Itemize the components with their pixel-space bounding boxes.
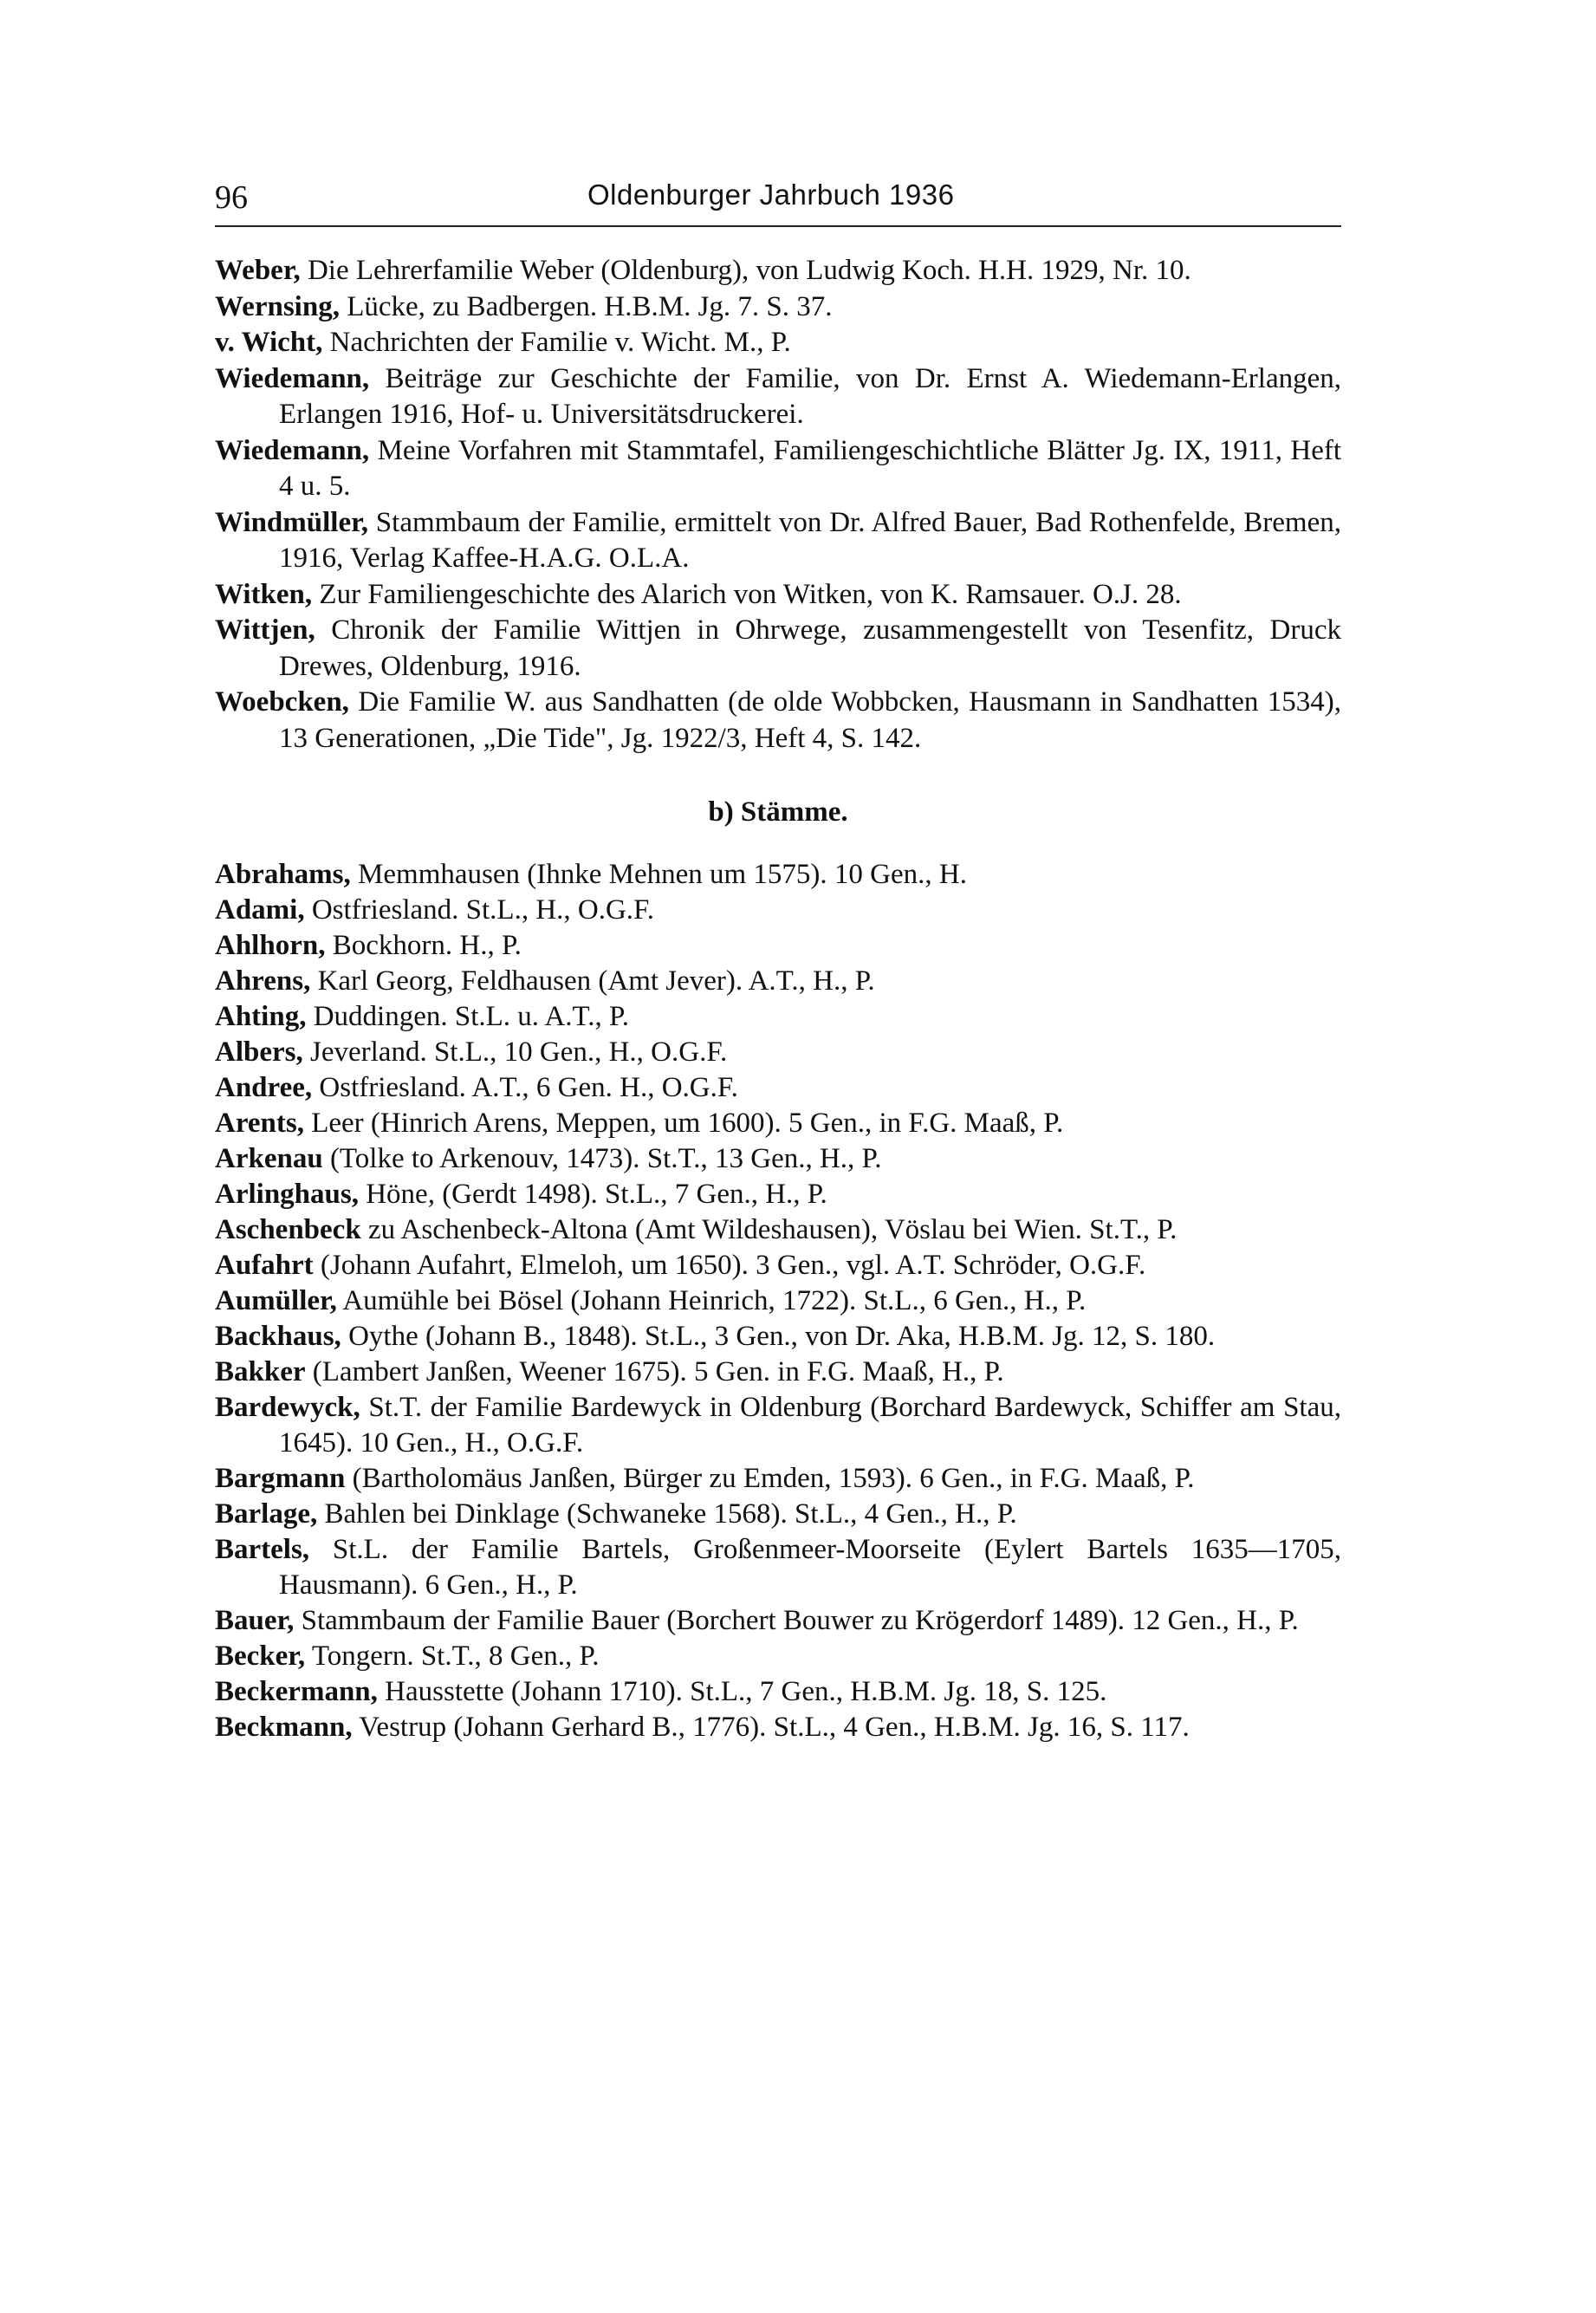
bibliography-entry: [215, 1035, 1341, 1070]
bibliography-entry: [215, 928, 1341, 964]
bibliography-entry: [215, 685, 1341, 757]
entry-text: Oythe (Johann B., 1848). St.L., 3 Gen., von Dr. Aka, H.B.M. Jg. 12, S. 180.: [341, 1320, 1216, 1352]
entry-text: Karl Georg, Feldhausen (Amt Jever). A.T., H., P.: [310, 965, 875, 997]
entry-surname: Bartels,: [215, 1533, 310, 1565]
entry-surname: Woebcken,: [215, 686, 349, 718]
entry-text: Tongern. St.T., 8 Gen., P.: [305, 1640, 600, 1672]
entry-surname: Arkenau: [215, 1142, 323, 1174]
entry-text: St.T. der Familie Bardewyck in Oldenburg (Borchard Bardewyck, Schiffer am Stau, 1645). 10 Gen., H., O.G.F.: [279, 1391, 1341, 1459]
entry-text: Meine Vorfahren mit Stammtafel, Familiengeschichtliche Blätter Jg. IX, 1911, Heft 4 u. 5.: [279, 434, 1341, 502]
bibliography-entry: [215, 577, 1341, 614]
bibliography-entry: [215, 1497, 1341, 1532]
entry-text: Leer (Hinrich Arens, Meppen, um 1600). 5 Gen., in F.G. Maaß, P.: [303, 1107, 1064, 1139]
entry-text: Aumühle bei Bösel (Johann Heinrich, 1722). St.L., 6 Gen., H., P.: [336, 1284, 1087, 1316]
entry-surname: Beckermann,: [215, 1675, 378, 1707]
bibliography-entry: [215, 857, 1341, 893]
entry-text: St.L. der Familie Bartels, Großenmeer-Moorseite (Eylert Bartels 1635—1705, Hausmann). 6 Gen., H., P.: [279, 1533, 1341, 1601]
entry-text: (Johann Aufahrt, Elmeloh, um 1650). 3 Gen., vgl. A.T. Schröder, O.G.F.: [313, 1249, 1146, 1281]
bibliography-entry: [215, 1603, 1341, 1639]
bibliography-entry: [215, 1212, 1341, 1248]
entry-text: Hausstette (Johann 1710). St.L., 7 Gen., H.B.M. Jg. 18, S. 125.: [377, 1675, 1107, 1707]
bibliography-entry: [215, 999, 1341, 1035]
bibliography-entry: [215, 1355, 1341, 1390]
bibliography-entry: [215, 361, 1341, 433]
entry-text: zu Aschenbeck-Altona (Amt Wildeshausen), Vöslau bei Wien. St.T., P.: [360, 1213, 1178, 1245]
page-number: 96: [215, 179, 248, 216]
bibliography-entry: [215, 505, 1341, 577]
entry-text: Duddingen. St.L. u. A.T., P.: [306, 1000, 629, 1032]
entry-surname: Adami,: [215, 893, 305, 926]
bibliography-entry: [215, 253, 1341, 289]
entry-surname: Ahrens,: [215, 965, 311, 997]
stamme-list: [215, 857, 1341, 1745]
bibliography-entry: [215, 1319, 1341, 1355]
bibliography-entry: [215, 1639, 1341, 1674]
entry-surname: Arlinghaus,: [215, 1178, 359, 1210]
bibliography-entry: [215, 433, 1341, 505]
entry-surname: Albers,: [215, 1036, 303, 1068]
bibliography-entry: [215, 289, 1341, 326]
section-heading-stamme: b) Stämme.: [708, 796, 848, 828]
entry-text: Bockhorn. H., P.: [325, 929, 522, 961]
entry-surname: Ahlhorn,: [215, 929, 326, 961]
entry-text: Bahlen bei Dinklage (Schwaneke 1568). St.L., 4 Gen., H., P.: [317, 1498, 1017, 1530]
bibliography-entry: [215, 1141, 1341, 1177]
entry-text: Stammbaum der Familie Bauer (Borchert Bouwer zu Krögerdorf 1489). 12 Gen., H., P.: [294, 1604, 1299, 1636]
entry-text: Stammbaum der Familie, ermittelt von Dr. Alfred Bauer, Bad Rothenfelde, Bremen, 1916, Verlag Kaffee-H.A.G. O.L.A.: [279, 506, 1341, 574]
entry-text: Vestrup (Johann Gerhard B., 1776). St.L., 4 Gen., H.B.M. Jg. 16, S. 117.: [352, 1711, 1190, 1743]
entry-surname: Arents,: [215, 1107, 304, 1139]
bibliography-entry: [215, 1070, 1341, 1106]
bibliography-entry: [215, 613, 1341, 685]
entry-surname: Aschenbeck: [215, 1213, 361, 1245]
entry-text: Beiträge zur Geschichte der Familie, von Dr. Ernst A. Wiedemann-Erlangen, Erlangen 1916, Hof- u. Universitätsdruckerei.: [279, 362, 1341, 430]
entry-text: Nachrichten der Familie v. Wicht. M., P.: [322, 327, 791, 358]
entry-surname: Windmüller,: [215, 506, 368, 538]
entry-surname: Abrahams,: [215, 858, 351, 890]
entry-text: Lücke, zu Badbergen. H.B.M. Jg. 7. S. 37.: [339, 290, 833, 322]
bibliography-entry: [215, 1461, 1341, 1497]
entry-text: Zur Familiengeschichte des Alarich von Witken, von K. Ramsauer. O.J. 28.: [312, 578, 1182, 610]
bibliography-entry: [215, 1532, 1341, 1603]
bibliography-entry: [215, 1710, 1341, 1745]
entry-text: Die Familie W. aus Sandhatten (de olde Wobbcken, Hausmann in Sandhatten 1534), 13 Generationen, „Die Tide", Jg. 1922/3, Heft 4, S. 142.: [279, 686, 1341, 754]
bibliography-entry: [215, 1674, 1341, 1710]
entry-text: Ostfriesland. St.L., H., O.G.F.: [304, 893, 655, 926]
page-header: [215, 172, 1341, 227]
entry-surname: Barlage,: [215, 1498, 318, 1530]
bibliography-entry: [215, 1106, 1341, 1141]
entry-surname: Aufahrt: [215, 1249, 314, 1281]
entry-surname: Beckmann,: [215, 1711, 353, 1743]
bibliography-entry: [215, 893, 1341, 928]
bibliography-entry: [215, 964, 1341, 999]
entry-surname: Bauer,: [215, 1604, 295, 1636]
running-head-title: Oldenburger Jahrbuch 1936: [587, 179, 955, 211]
entry-text: Die Lehrerfamilie Weber (Oldenburg), von Ludwig Koch. H.H. 1929, Nr. 10.: [300, 255, 1191, 286]
entry-surname: Wiedemann,: [215, 434, 370, 466]
entry-surname: Wernsing,: [215, 290, 340, 322]
entry-text: Höne, (Gerdt 1498). St.L., 7 Gen., H., P.: [358, 1178, 827, 1210]
bibliography-entry: [215, 1390, 1341, 1461]
entry-surname: Bargmann: [215, 1462, 346, 1494]
page-content: [215, 253, 1341, 1745]
entry-surname: Weber,: [215, 255, 301, 286]
entry-text: Memmhausen (Ihnke Mehnen um 1575). 10 Gen., H.: [350, 858, 967, 890]
bibliography-entry: [215, 1283, 1341, 1319]
entry-surname: Becker,: [215, 1640, 306, 1672]
bibliography-entry: [215, 1248, 1341, 1283]
entry-surname: Andree,: [215, 1071, 313, 1103]
bibliography-entry: [215, 325, 1341, 361]
entry-surname: Wiedemann,: [215, 362, 370, 394]
entry-text: Ostfriesland. A.T., 6 Gen. H., O.G.F.: [312, 1071, 738, 1103]
entry-surname: Aumüller,: [215, 1284, 337, 1316]
entry-surname: Bardewyck,: [215, 1391, 360, 1423]
entry-text: Chronik der Familie Wittjen in Ohrwege, zusammengestellt von Tesenfitz, Druck Drewes, Oldenburg, 1916.: [279, 614, 1341, 682]
entry-surname: Bakker: [215, 1355, 306, 1387]
entry-text: (Bartholomäus Janßen, Bürger zu Emden, 1593). 6 Gen., in F.G. Maaß, P.: [345, 1462, 1195, 1494]
entry-text: Jeverland. St.L., 10 Gen., H., O.G.F.: [302, 1036, 728, 1068]
bibliography-entry: [215, 1177, 1341, 1212]
entry-surname: Wittjen,: [215, 614, 315, 646]
entry-surname: Ahting,: [215, 1000, 307, 1032]
entry-surname: Witken,: [215, 578, 313, 610]
entry-surname: v. Wicht,: [215, 327, 323, 358]
entry-surname: Backhaus,: [215, 1320, 341, 1352]
entry-text: (Tolke to Arkenouv, 1473). St.T., 13 Gen., H., P.: [322, 1142, 882, 1174]
family-history-list: [215, 253, 1341, 757]
entry-text: (Lambert Janßen, Weener 1675). 5 Gen. in F.G. Maaß, H., P.: [305, 1355, 1004, 1387]
